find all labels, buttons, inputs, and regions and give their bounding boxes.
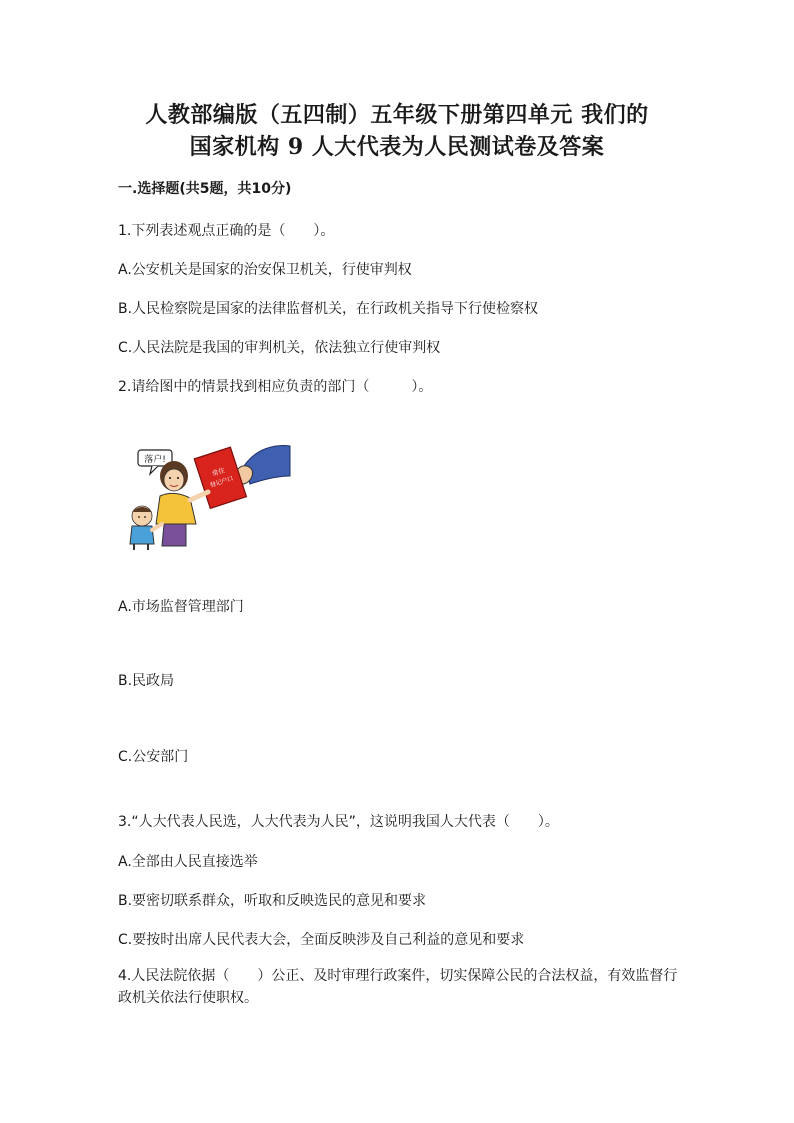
question-2-stem: 2.请给图中的情景找到相应负责的部门（ ）。 — [118, 379, 433, 395]
question-3-option-c: C.要按时出席人民代表大会，全面反映涉及自己利益的意见和要求 — [118, 932, 525, 948]
question-2-option-b: B.民政局 — [118, 673, 175, 689]
question-4-stem: 4.人民法院依据（ ）公正、及时审理行政案件，切实保障公民的合法权益，有效监督行政机关依法行使职权。 — [118, 968, 678, 1006]
speech-bubble-text: 落户! — [144, 455, 166, 465]
booklet-text-line-1: 常住 — [211, 466, 226, 478]
page-title-line-2: 国家机构 9 人大代表为人民测试卷及答案 — [189, 134, 605, 160]
question-3-option-b: B.要密切联系群众，听取和反映选民的意见和要求 — [118, 893, 427, 909]
question-1-option-b: B.人民检察院是国家的法律监督机关，在行政机关指导下行使检察权 — [118, 301, 539, 317]
question-2-illustration — [116, 420, 292, 552]
question-1-option-a: A.公安机关是国家的治安保卫机关，行使审判权 — [118, 262, 412, 278]
question-3-option-a: A.全部由人民直接选举 — [118, 854, 258, 870]
section-heading: 一.选择题(共5题，共10分) — [118, 181, 292, 197]
question-2-option-a: A.市场监督管理部门 — [118, 599, 244, 615]
page-title-line-1: 人教部编版（五四制）五年级下册第四单元 我们的 — [145, 102, 649, 128]
question-3-stem: 3.“人大代表人民选，人大代表为人民”，这说明我国人大代表（ ）。 — [118, 814, 559, 830]
question-1-option-c: C.人民法院是我国的审判机关，依法独立行使审判权 — [118, 340, 441, 356]
question-1-stem: 1.下列表述观点正确的是（ ）。 — [118, 223, 335, 239]
booklet-text-line-2: 登记户口 — [209, 475, 235, 490]
question-2-option-c: C.公安部门 — [118, 749, 189, 765]
